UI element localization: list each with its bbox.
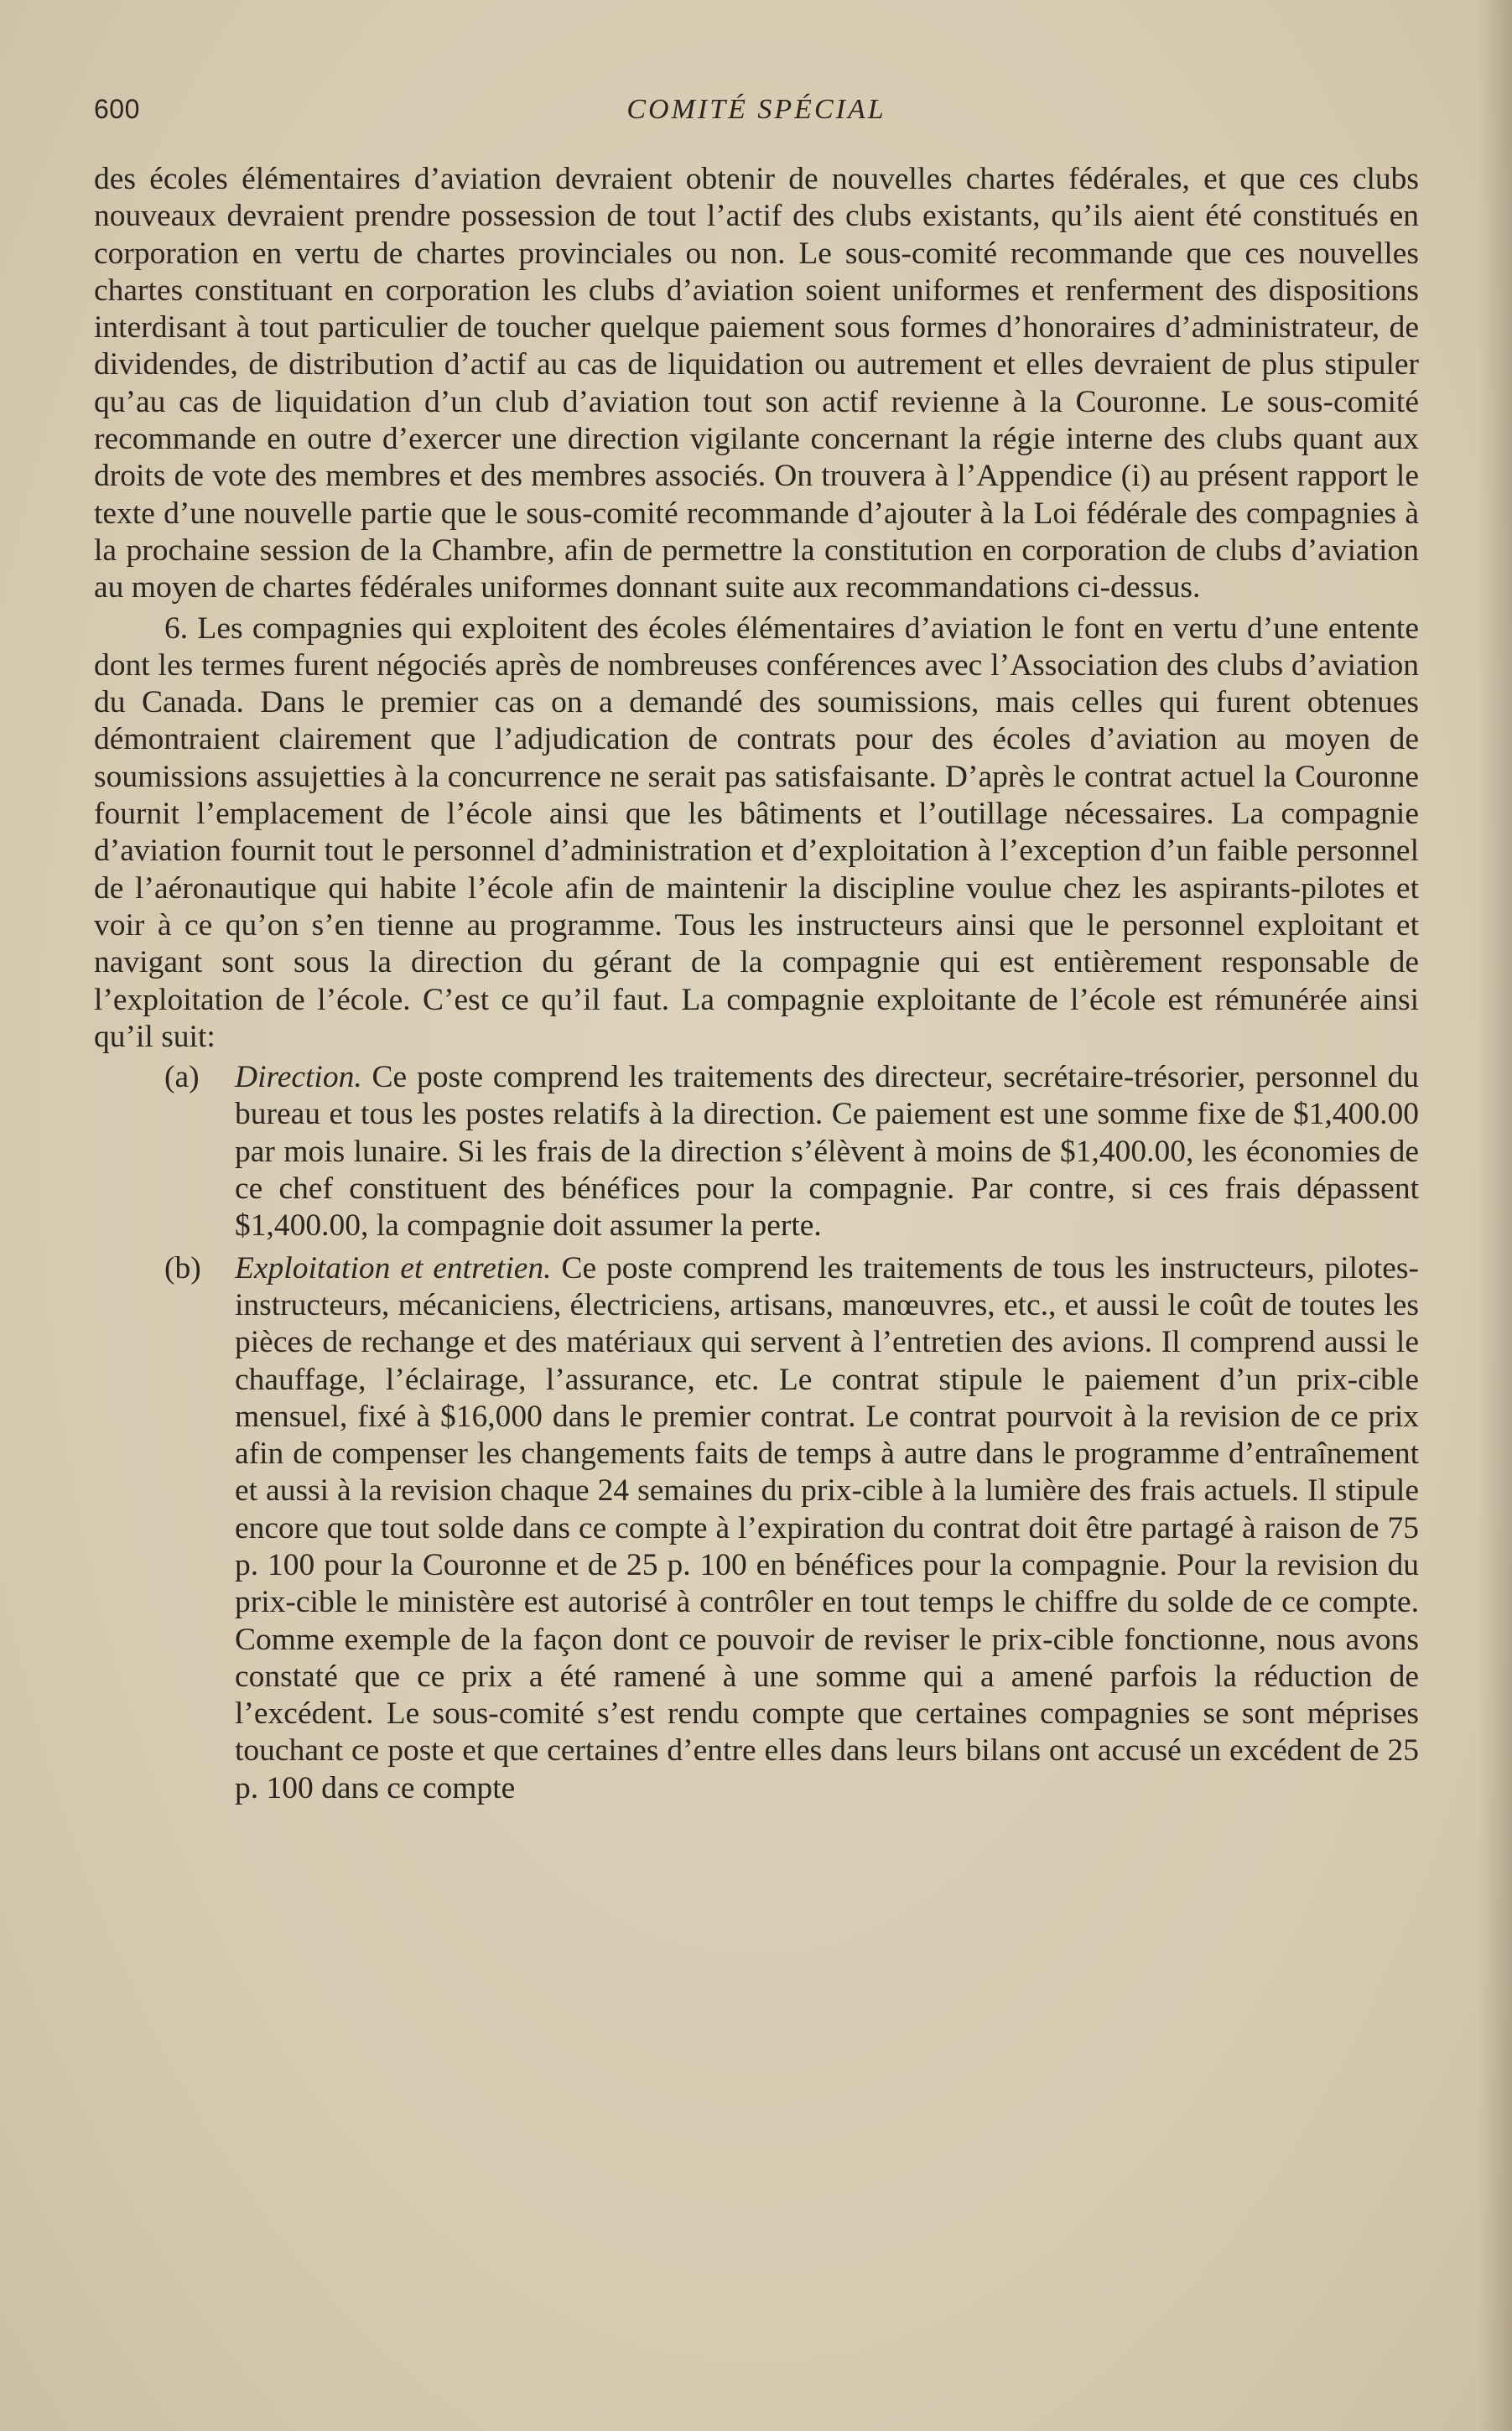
page-header bbox=[94, 94, 1419, 136]
list-item-b bbox=[94, 1250, 1419, 1807]
page-number: 600 bbox=[94, 94, 140, 124]
list-item-body: Ce poste comprend les traitements de tous les instructeurs, pilotes-instructeurs, mécaniciens, électriciens, artisans, manœuvres, etc., et aussi le coût de toutes les pièces de rechange et des matériaux qui servent à l’entretien des avions. Il comprend aussi le chauffage, l’éclairage, l’assurance, etc. Le contrat stipule le paiement d’un prix-cible mensuel, fixé à $16,000 dans le premier contrat. Le contrat pourvoit à la revision de ce prix afin de compenser les changements faits de temps à autre dans le programme d’entraînement et aussi à la revision chaque 24 semaines du prix-cible à la lumière des frais actuels. Il stipule encore que tout solde dans ce compte à l’expiration du contrat doit être partagé à raison de 75 p. 100 pour la Couronne et de 25 p. 100 en bénéfices pour la compagnie. Pour la revision du prix-cible le ministère est autorisé à contrôler en tout temps le chiffre du solde de ce compte. Comme exemple de la façon dont ce pouvoir de reviser le prix-cible fonctionne, nous avons constaté que ce prix a été ramené à une somme qui a amené parfois la réduction de l’excédent. Le sous-comité s’est rendu compte que certaines compagnies se sont méprises touchant ce poste et que certaines d’entre elles dans leurs bilans ont accusé un excédent de 25 p. 100 dans ce compte bbox=[235, 1250, 1419, 1805]
list-item-heading: Exploitation et entretien. bbox=[235, 1250, 552, 1286]
paragraph-6: 6. Les compagnies qui exploitent des écoles élémentaires d’aviation le font en vertu d’une entente dont les termes furent négociés après de nombreuses conférences avec l’Association des clubs d’aviation du Canada. Dans le premier cas on a demandé des soumissions, mais celles qui furent obtenues démontraient clairement que l’adjudication de contrats pour des écoles d’aviation au moyen de soumissions assujetties à la concurrence ne serait pas satisfaisante. D’après le contrat actuel la Couronne fournit l’emplacement de l’école ainsi que les bâtiments et l’outillage nécessaires. La compagnie d’aviation fournit tout le personnel d’administration et d’exploitation à l’exception d’un faible personnel de l’aéronautique qui habite l’école afin de maintenir la discipline voulue chez les aspirants-pilotes et voir à ce qu’on s’en tienne au programme. Tous les instructeurs ainsi que le personnel exploitant et navigant sont sous la direction du gérant de la compagnie qui est entièrement responsable de l’exploitation de l’école. C’est ce qu’il faut. La compagnie exploitante de l’école est rémunérée ainsi qu’il suit: bbox=[94, 610, 1419, 1054]
running-head: COMITÉ SPÉCIAL bbox=[626, 94, 886, 125]
paragraph-continued: des écoles élémentaires d’aviation devraient obtenir de nouvelles chartes fédérales, et que ces clubs nouveaux devraient prendre possession de tout l’actif des clubs existants, qu’ils aient été constitués en corporation en vertu de chartes provinciales ou non. Le sous-comité recommande que ces nouvelles chartes constituant en corporation les clubs d’aviation soient uniformes et renferment des dispositions interdisant à tout particulier de toucher quelque paiement sous formes d’honoraires d’administrateur, de dividendes, de distribution d’actif au cas de liquidation ou autrement et elles devraient de plus stipuler qu’au cas de liquidation d’un club d’aviation tout son actif revienne à la Couronne. Le sous-comité recommande en outre d’exercer une direction vigilante concernant la régie interne des clubs quant aux droits de vote des membres et des membres associés. On trouvera à l’Appendice (i) au présent rapport le texte d’une nouvelle partie que le sous-comité recommande d’ajouter à la Loi fédérale des compagnies à la prochaine session de la Chambre, afin de permettre la constitution en corporation de clubs d’aviation au moyen de chartes fédérales uniformes donnant suite aux recommandations ci-dessus. bbox=[94, 162, 1419, 605]
list-item-body: Ce poste comprend les traitements des directeur, secrétaire-trésorier, personnel du bureau et tous les postes relatifs à la direction. Ce paiement est une somme fixe de $1,400.00 par mois lunaire. Si les frais de la direction s’élèvent à moins de $1,400.00, les économies de ce chef constituent des bénéfices pour la compagnie. Par contre, si ces frais dépassent $1,400.00, la compagnie doit assumer la perte. bbox=[235, 1060, 1419, 1244]
list-item-heading: Direction. bbox=[235, 1060, 362, 1095]
list-item-label: (b) bbox=[164, 1250, 201, 1286]
list-item-text bbox=[235, 1059, 1419, 1244]
list-item-text bbox=[235, 1250, 1419, 1807]
page-edge-shadow bbox=[1478, 0, 1512, 2431]
list-item-label: (a) bbox=[164, 1060, 200, 1095]
body-text bbox=[94, 161, 1419, 1812]
list-item-a bbox=[94, 1059, 1419, 1244]
